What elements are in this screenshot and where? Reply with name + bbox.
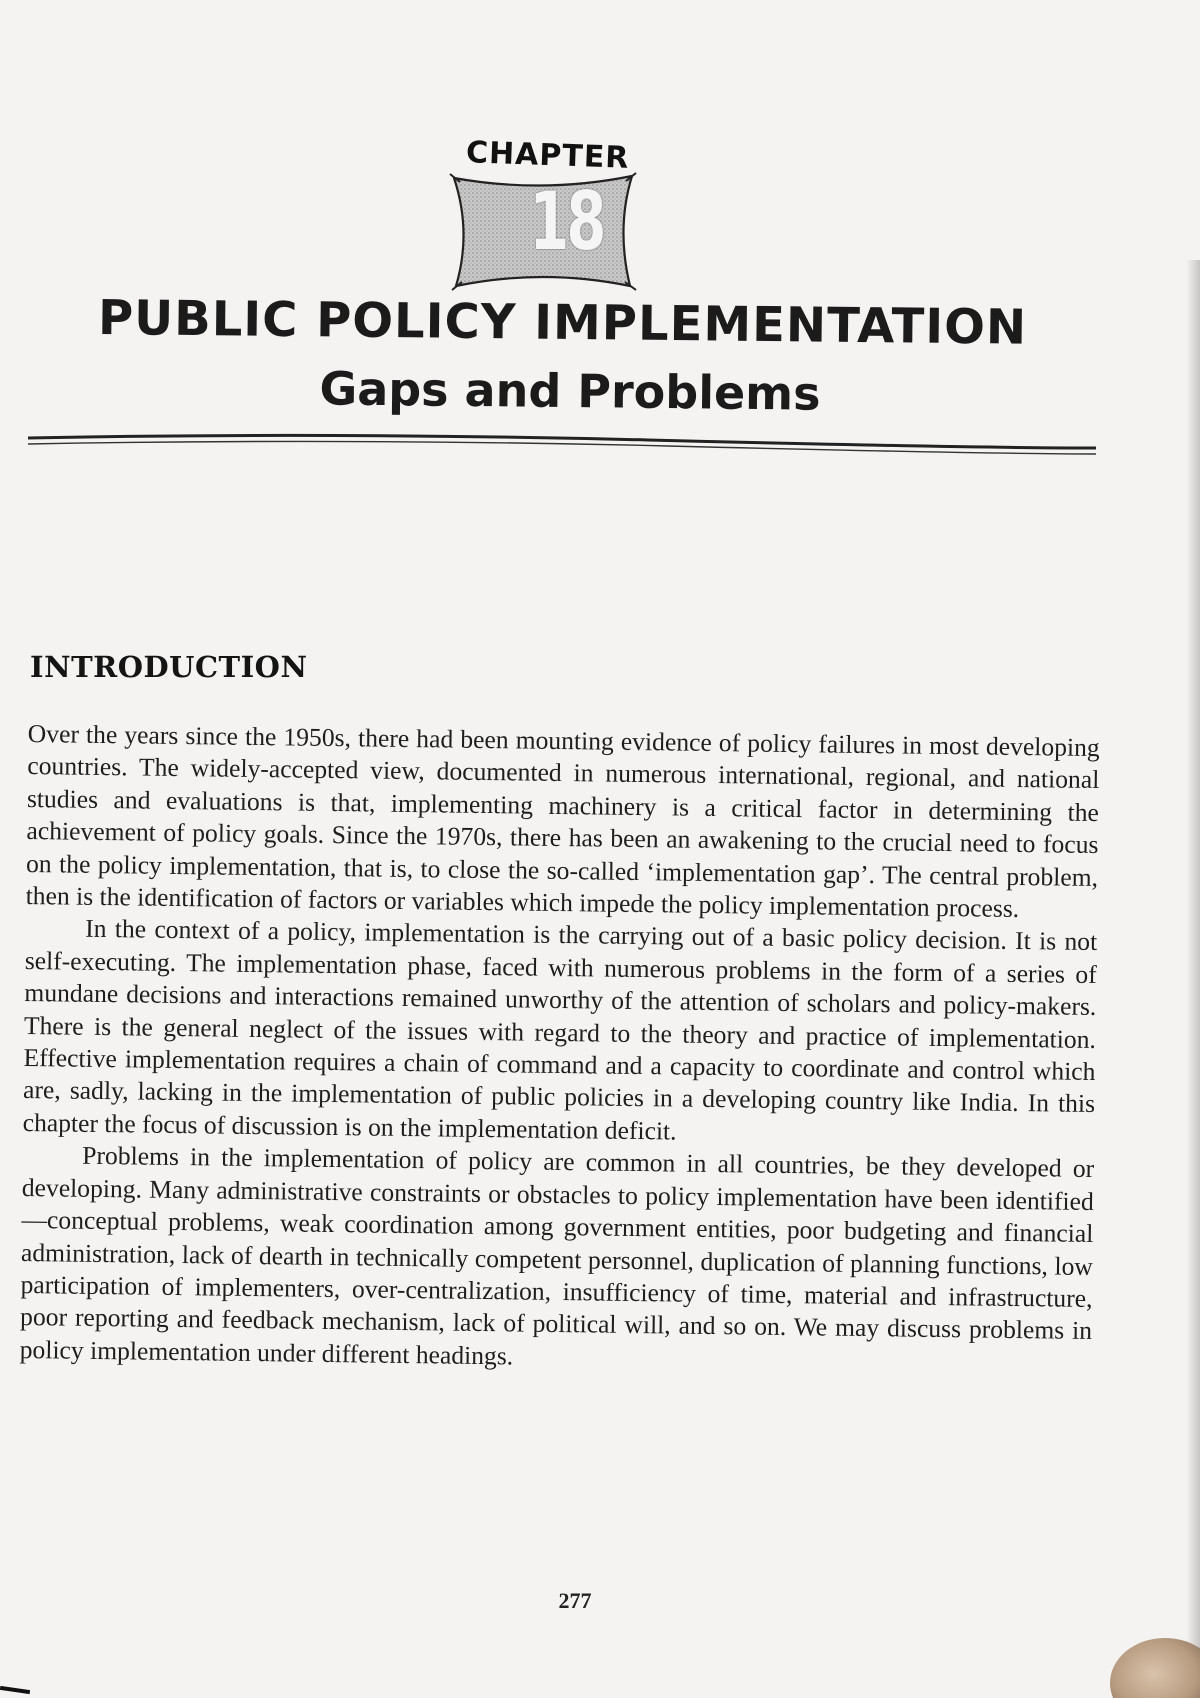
scan-edge-shadow xyxy=(1186,260,1200,1698)
chapter-number: 18 xyxy=(529,175,604,268)
chapter-title: PUBLIC POLICY IMPLEMENTATION xyxy=(97,290,1028,356)
chapter-emblem xyxy=(448,135,658,298)
section-heading: INTRODUCTION xyxy=(30,650,308,684)
page-number: 277 xyxy=(558,1588,592,1613)
scan-mark xyxy=(0,1686,30,1694)
paragraph-2: In the context of a policy, implementation is the carrying out of a basic policy decision. It is not self-executing. The implementation phase, faced with numerous problems in the form of a series of mundane decisions and interactions remained unworthy of the attention of scholars and policy-makers. There is the general neglect of the issues with regard to the theory and practice of implementation. Effective implementation requires a chain of command and a capacity to coordinate and control which are, sadly, lacking in the implementation of public policies in a developing country like India. In this chapter the focus of discussion is on the implementation deficit. xyxy=(22,914,1098,1146)
chapter-label: CHAPTER xyxy=(465,135,630,176)
paragraph-3: Problems in the implementation of policy are common in all countries, be they developed or developing. Many administrative constraints or obstacles to policy implementation have been identified—conceptual problems, weak coordination among government entities, poor budgeting and financial administration, lack of dearth in technically competent personnel, duplication of planning functions, low participation of implementers, over-centralization, insufficiency of time, material and infrastructure, poor reporting and feedback mechanism, lack of political will, and so on. We may discuss problems in policy implementation under different headings. xyxy=(19,1141,1095,1371)
chapter-subtitle: Gaps and Problems xyxy=(319,361,821,421)
title-divider xyxy=(28,430,1096,460)
thumb-shadow xyxy=(1110,1638,1200,1698)
body-text xyxy=(20,718,1100,1380)
paragraph-1: Over the years since the 1950s, there had been mounting evidence of policy failures in most developing countries. The widely-accepted view, documented in numerous international, regional, and national studies and evaluations is that, implementing machinery is a critical factor in determining the achievement of policy goals. Since the 1970s, there has been an awakening to the crucial need to focus on the policy implementation, that is, to close the so-called ‘implementation gap’. The central problem, then is the identification of factors or variables which impede the policy implementation process. xyxy=(25,718,1100,924)
